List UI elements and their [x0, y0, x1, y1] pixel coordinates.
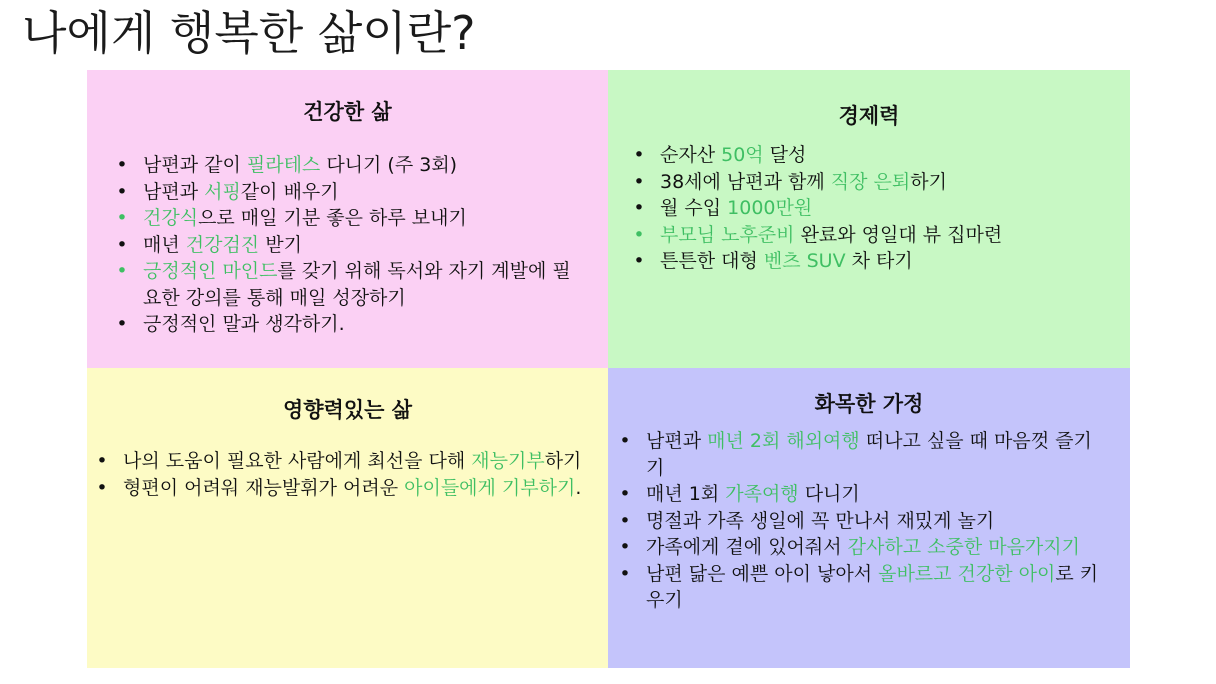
highlighted-text: 건강검진 [185, 233, 260, 256]
bullet-icon: • [116, 180, 128, 203]
list-item [93, 475, 593, 502]
list-item [93, 448, 593, 475]
bullet-icon: • [96, 450, 108, 472]
list-item [630, 169, 1120, 196]
highlighted-text: 매년 2회 해외여행 [707, 430, 860, 452]
item-text: 떠나고 싶을 때 마음껏 즐기기 [646, 430, 1092, 479]
item-text: 같이 배우기 [240, 180, 339, 203]
bullet-icon: • [619, 430, 631, 452]
list-item [616, 561, 1106, 614]
item-text: 긍정적인 말과 생각하기. [143, 313, 345, 335]
list-item [616, 508, 1106, 535]
bullet-icon: • [619, 483, 631, 505]
bullet-icon: • [633, 223, 645, 246]
highlighted-text: 올바르고 건강한 아이 [878, 562, 1056, 585]
highlighted-text: 아이들에게 기부하기 [404, 476, 576, 499]
item-text: 로 키우기 [646, 562, 1099, 611]
bullet-icon: • [116, 233, 128, 256]
highlighted-text: 벤츠 SUV [763, 250, 846, 272]
list-item [616, 428, 1106, 481]
highlighted-text: 서핑 [204, 180, 241, 203]
quadrant-title: 화목한 가정 [814, 392, 924, 416]
quadrant-influence [87, 368, 608, 668]
highlighted-text: 부모님 노후준비 [660, 223, 795, 246]
item-text: 하기 [544, 450, 582, 472]
item-text: 매년 1회 [646, 483, 726, 505]
item-list [630, 142, 1120, 275]
item-text: 순자산 [660, 144, 722, 166]
bullet-icon: • [116, 313, 128, 335]
item-text: 남편과 [646, 430, 708, 452]
item-text: 튼튼한 대형 [660, 250, 764, 272]
highlighted-text: 1000만원 [727, 197, 813, 219]
item-text: 차 타기 [845, 250, 913, 272]
list-item [630, 248, 1120, 275]
list-item [630, 195, 1120, 222]
bullet-icon: • [633, 250, 645, 272]
list-item [113, 311, 583, 338]
item-text: 남편과 같이 [143, 154, 247, 176]
list-item [630, 222, 1120, 249]
quadrant-health [87, 70, 608, 368]
item-text: 남편과 [143, 180, 205, 203]
quadrant-grid [87, 70, 1130, 668]
bullet-icon: • [619, 536, 631, 558]
item-text: 나의 도움이 필요한 사람에게 최선을 다해 [123, 450, 472, 472]
item-list [616, 428, 1106, 614]
quadrant-title: 경제력 [838, 104, 900, 128]
list-item [630, 142, 1120, 169]
list-item [113, 232, 583, 259]
bullet-icon: • [619, 562, 631, 585]
item-list [113, 152, 583, 338]
highlighted-text: 감사하고 소중한 마음가지기 [847, 536, 1080, 558]
list-item [113, 205, 583, 232]
highlighted-text: 건강식 [143, 207, 199, 229]
item-text: 다니기 (주 3회) [320, 154, 458, 176]
bullet-icon: • [633, 144, 645, 166]
list-item [616, 534, 1106, 561]
bullet-icon: • [633, 170, 645, 193]
highlighted-text: 50억 [721, 144, 764, 166]
highlighted-text: 긍정적인 마인드 [143, 260, 278, 282]
highlighted-text: 필라테스 [246, 154, 321, 176]
list-item [113, 258, 583, 311]
bullet-icon: • [96, 476, 108, 499]
highlighted-text: 직장 은퇴 [830, 170, 911, 193]
list-item [113, 152, 583, 179]
item-text: 남편 닮은 예쁜 아이 낳아서 [646, 562, 879, 585]
highlighted-text: 재능기부 [471, 450, 545, 472]
quadrant-title: 건강한 삶 [303, 100, 392, 124]
item-text: 가족에게 곁에 있어줘서 [646, 536, 848, 558]
item-text: . [575, 476, 582, 499]
bullet-icon: • [116, 154, 128, 176]
item-text: 월 수입 [660, 197, 728, 219]
list-item [616, 481, 1106, 508]
bullet-icon: • [116, 207, 128, 229]
item-text: 달성 [763, 144, 807, 166]
item-text: 받기 [259, 233, 302, 256]
item-list [93, 448, 593, 501]
item-text: 으로 매일 기분 좋은 하루 보내기 [198, 207, 467, 229]
item-text: 형편이 어려워 재능발휘가 어려운 [123, 476, 405, 499]
item-text: 38세에 남편과 함께 [660, 170, 831, 193]
item-text: 하기 [910, 170, 947, 193]
item-text: 명절과 가족 생일에 꼭 만나서 재밌게 놀기 [646, 509, 995, 532]
bullet-icon: • [116, 260, 128, 282]
highlighted-text: 가족여행 [725, 483, 799, 505]
quadrant-title: 영향력있는 삶 [282, 398, 413, 422]
quadrant-economy [608, 70, 1130, 368]
page-title: 나에게 행복한 삶이란? [22, 6, 476, 60]
item-text: 다니기 [798, 483, 860, 505]
quadrant-family [608, 368, 1130, 668]
bullet-icon: • [633, 197, 645, 219]
item-text: 를 갖기 위해 독서와 자기 계발에 필요한 강의를 통해 매일 성장하기 [143, 260, 571, 309]
item-text: 완료와 영일대 뷰 집마련 [794, 223, 1003, 246]
bullet-icon: • [619, 509, 631, 532]
item-text: 매년 [143, 233, 186, 256]
list-item [113, 179, 583, 206]
